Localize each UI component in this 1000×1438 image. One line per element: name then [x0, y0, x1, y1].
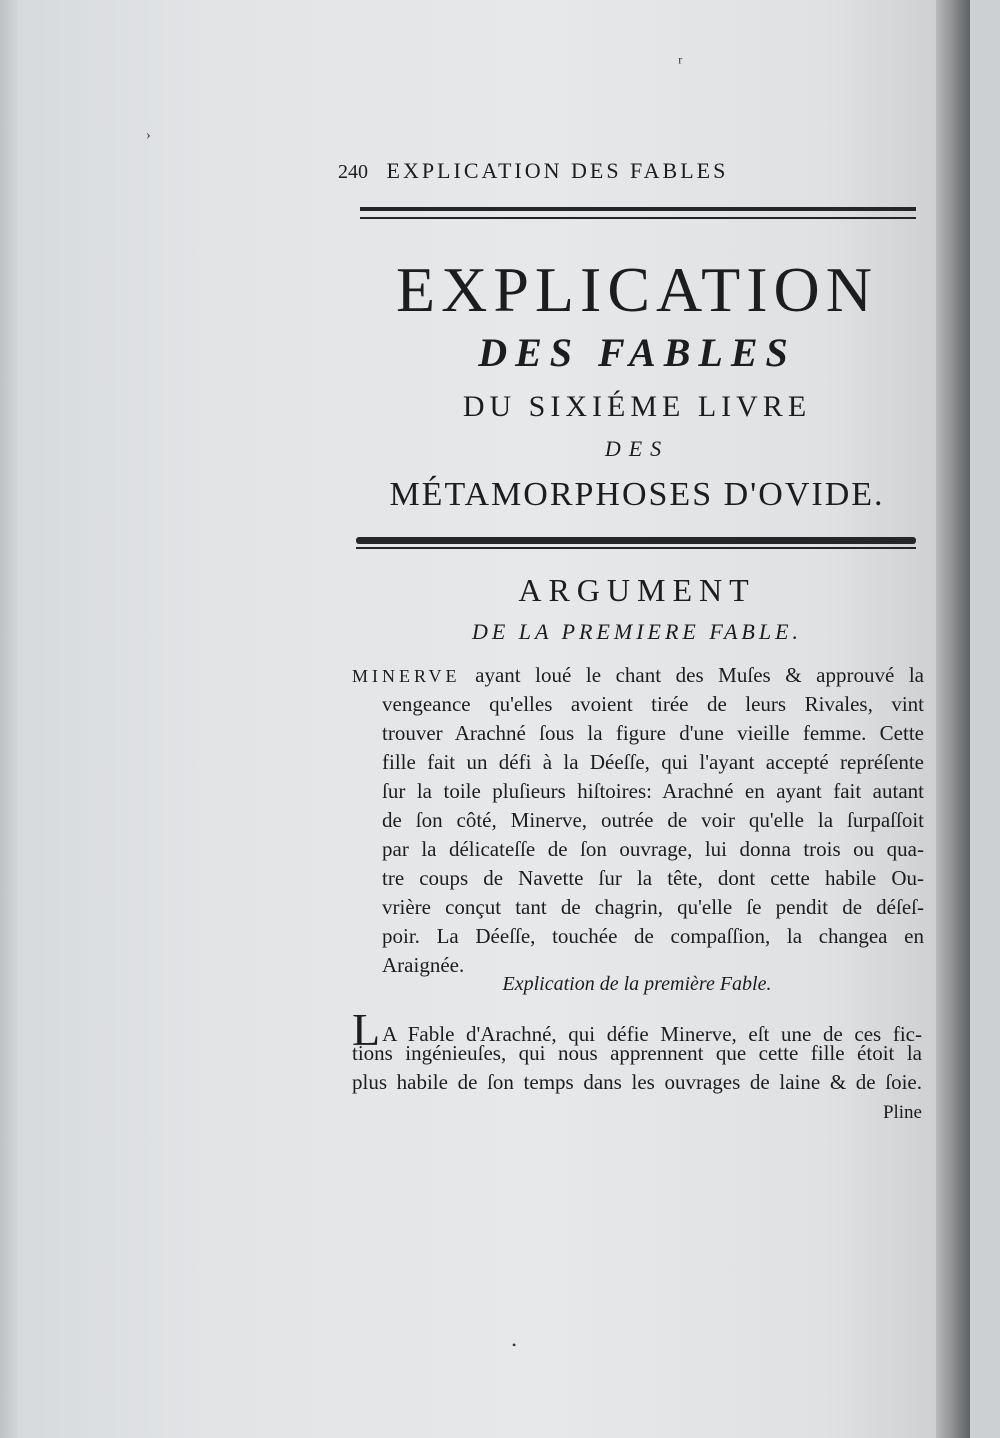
title-line-3: DU SIXIÉME LIVRE — [462, 390, 812, 423]
explanation-heading: Explication de la première Fable. — [502, 973, 772, 995]
title-line-4: DES — [604, 436, 670, 461]
book-gutter — [936, 0, 970, 1438]
argument-line: poir. La Déeſſe, touchée de compaſſion, la changea en — [382, 924, 924, 948]
double-rule-top — [360, 207, 916, 211]
ink-mark: ʳ — [678, 52, 683, 74]
ink-mark: › — [146, 128, 151, 143]
argument-line: vengeance qu'elles avoient tirée de leurs Rivales, vint — [382, 692, 924, 716]
catchword: Pline — [882, 1102, 922, 1123]
title-line-5: MÉTAMORPHOSES D'OVIDE. — [389, 476, 885, 513]
explanation-line: tions ingénieuſes, qui nous apprennent que cette fille étoit la — [352, 1041, 922, 1065]
argument-line: MINERVE ayant loué le chant des Muſes & approuvé la — [352, 663, 924, 687]
title-line-2: DES FABLES — [478, 330, 796, 375]
argument-heading: ARGUMENT — [518, 572, 756, 608]
double-rule-bottom — [360, 217, 916, 219]
explanation-line: LA Fable d'Arachné, qui défie Minerve, eſt une de ces fic- — [352, 1004, 922, 1055]
explanation-text — [352, 1004, 922, 1126]
argument-line: tre coups de Navette ſur la tête, dont cette habile Ou- — [382, 866, 924, 890]
running-title: EXPLICATION DES FABLES — [386, 158, 729, 183]
ink-mark: • — [512, 1338, 517, 1352]
thick-rule — [356, 537, 916, 544]
page-left-edge — [0, 0, 18, 1438]
explanation-line: plus habile de ſon temps dans les ouvrages de laine & de ſoie. — [352, 1070, 922, 1094]
argument-line: par la délicateſſe de ſon ouvrage, lui donna trois ou qua- — [382, 837, 924, 861]
argument-line: trouver Arachné ſous la figure d'une vieille femme. Cette — [382, 721, 924, 745]
argument-line: Araignée. — [382, 953, 465, 977]
running-head — [338, 158, 868, 192]
page-number: 240 — [338, 161, 368, 183]
thin-rule — [356, 547, 916, 549]
argument-first-word: MINERVE — [352, 666, 461, 686]
argument-subheading: DE LA PREMIERE FABLE. — [471, 619, 803, 644]
argument-line: fille fait un défi à la Déeſſe, qui l'ayant accepté repréſente — [382, 750, 924, 774]
argument-line: vrière conçut tant de chagrin, qu'elle ſe pendit de déſeſ- — [382, 895, 924, 919]
argument-line: de ſon côté, Minerve, outrée de voir qu'elle la ſurpaſſoit — [382, 808, 924, 832]
argument-text — [352, 661, 924, 980]
argument-line: ſur la toile pluſieurs hiſtoires: Arachné en ayant fait autant — [382, 779, 924, 803]
title-line-1: EXPLICATION — [396, 254, 878, 325]
drop-cap: L — [352, 1004, 381, 1055]
